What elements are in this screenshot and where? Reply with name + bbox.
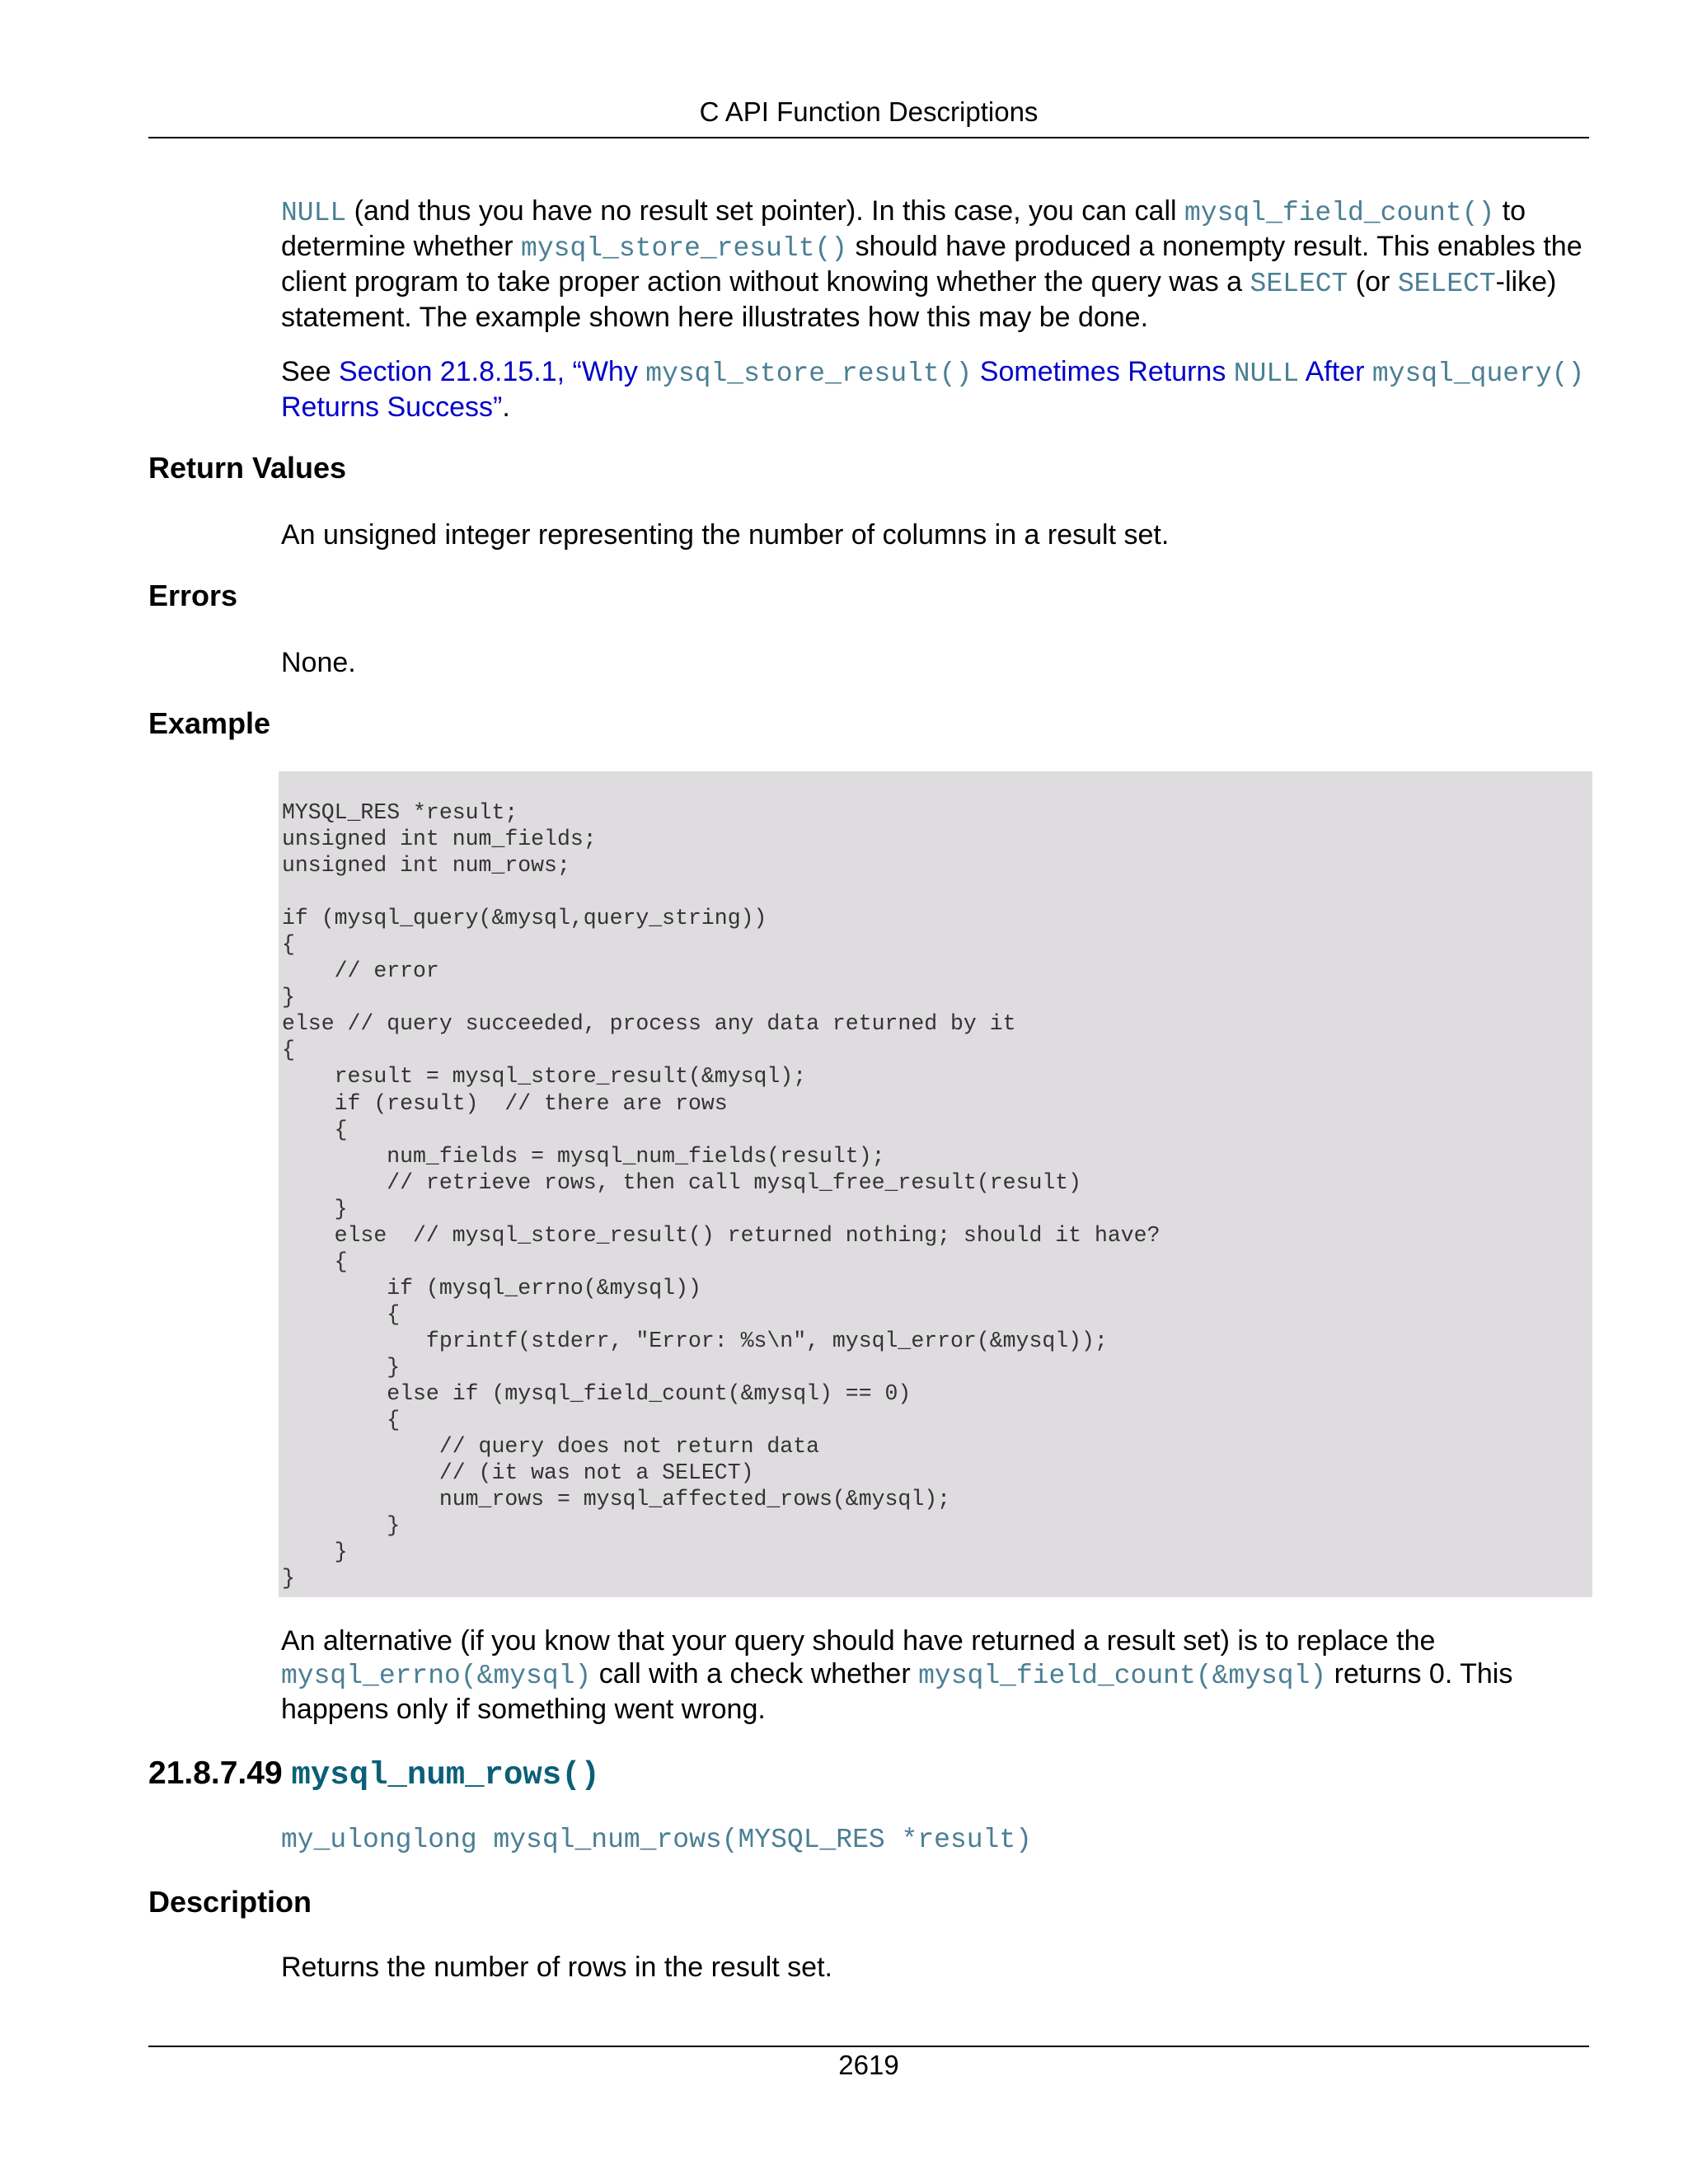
- description-text: Returns the number of rows in the result set.: [281, 1952, 832, 1983]
- section-heading: [148, 1755, 600, 1794]
- return-values-heading: Return Values: [148, 451, 347, 485]
- page-header-title: C API Function Descriptions: [699, 96, 1039, 127]
- intro-text-1: (and thus you have no result set pointer). In this case, you can call: [346, 195, 1184, 227]
- alternative-text-2: call with a check whether: [591, 1658, 919, 1690]
- link-text-4: Returns Success”: [281, 391, 503, 423]
- alternative-text-3: returns 0. This happens only if something went wrong.: [281, 1658, 1513, 1725]
- header-rule: [148, 137, 1589, 138]
- link-text-3: After: [1299, 356, 1372, 387]
- page-number: 2619: [838, 2050, 899, 2080]
- null-keyword: NULL: [281, 198, 347, 228]
- see-text: See: [281, 356, 339, 387]
- mysql-field-count-ref: mysql_field_count(): [1184, 198, 1495, 228]
- function-signature: my_ulonglong mysql_num_rows(MYSQL_RES *result): [281, 1825, 1032, 1855]
- alternative-paragraph: [281, 1624, 1587, 1726]
- intro-paragraph: [281, 194, 1587, 334]
- intro-text-4: (or: [1348, 266, 1398, 298]
- example-code: MYSQL_RES *result; unsigned int num_fields; unsigned int num_rows; if (mysql_query(&mysql,query_string)) { // error } else // query succeeded, process any data returned by it { result = mysql_store_result(&mysql); if (result) // there are rows { num_fields = mysql_num_fields(result); // retrieve rows, then call mysql_free_result(result) } else // mysql_store_result() returned nothing; should it have? { if (mysql_errno(&mysql)) { fprintf(stderr, "Error: %s\n", mysql_error(&mysql)); } else if (mysql_field_count(&mysql) == 0) { // query does not return data // (it was not a SELECT) num_rows = mysql_affected_rows(&mysql); } } }: [282, 800, 1160, 1591]
- mysql-errno-ref: mysql_errno(&mysql): [281, 1661, 592, 1691]
- errors-heading: Errors: [148, 579, 238, 612]
- intro-text-5: -like) statement. The example shown here illustrates how this may be done.: [281, 266, 1557, 333]
- intro-text-2: to determine whether: [281, 195, 1526, 262]
- example-code-block: [279, 771, 1592, 1597]
- errors-text: None.: [281, 647, 356, 678]
- alternative-text-1: An alternative (if you know that your query should have returned a result set) is to replace the: [281, 1625, 1436, 1657]
- see-end: .: [502, 391, 510, 423]
- section-number: 21.8.7.49: [148, 1755, 283, 1791]
- return-values-text: An unsigned integer representing the number of columns in a result set.: [281, 519, 1170, 551]
- link-null-keyword: NULL: [1233, 359, 1300, 389]
- description-heading: Description: [148, 1885, 312, 1919]
- link-text-2: Sometimes Returns: [972, 356, 1234, 387]
- see-also-paragraph: [281, 355, 1587, 424]
- section-link[interactable]: [281, 356, 1584, 423]
- footer-rule: [148, 2046, 1589, 2047]
- mysql-store-result-ref: mysql_store_result(): [521, 233, 848, 264]
- select-keyword-2: SELECT: [1397, 269, 1496, 299]
- section-function-name: mysql_num_rows(): [291, 1757, 600, 1793]
- select-keyword: SELECT: [1250, 269, 1348, 299]
- mysql-field-count-call-ref: mysql_field_count(&mysql): [918, 1661, 1327, 1691]
- link-text-1: Section 21.8.15.1, “Why: [338, 356, 646, 387]
- link-store-result-ref: mysql_store_result(): [645, 359, 973, 389]
- link-mysql-query-ref: mysql_query(): [1372, 359, 1585, 389]
- intro-text-3: should have produced a nonempty result. This enables the client program to take proper action without knowing whether the query was a: [281, 231, 1582, 298]
- example-heading: Example: [148, 706, 271, 740]
